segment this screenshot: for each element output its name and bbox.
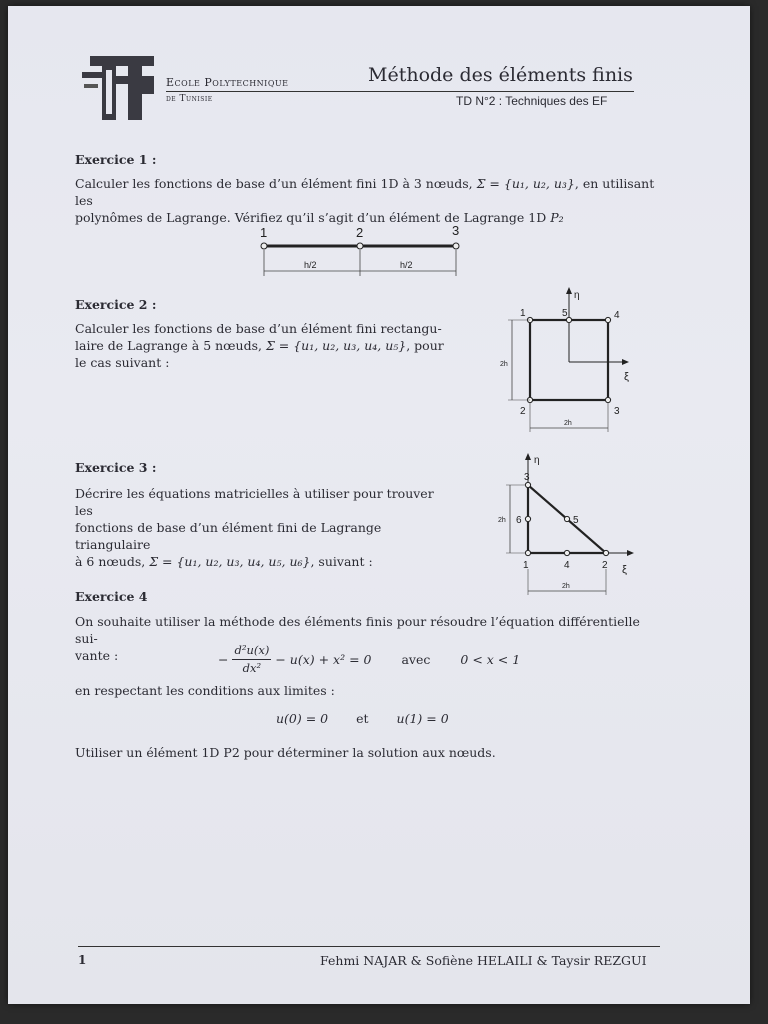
node-label-3: 3 xyxy=(452,223,460,238)
footer-rule xyxy=(78,946,660,947)
node-label-4: 4 xyxy=(564,560,570,571)
exercise-4-line-3: en respectant les conditions aux limites : xyxy=(75,683,335,698)
xi-label: ξ xyxy=(622,564,627,576)
exercise-2-heading: Exercice 2 : xyxy=(75,297,157,312)
node-4 xyxy=(564,550,569,555)
node-3 xyxy=(525,482,530,487)
node-label-3: 3 xyxy=(524,472,530,483)
eq-fraction xyxy=(232,642,271,677)
node-label-5: 5 xyxy=(562,308,568,319)
math-span: Σ = {u₁, u₂, u₃, u₄, u₅} xyxy=(265,338,407,353)
text-span: à 6 nœuds, xyxy=(75,554,150,569)
node-label-1: 1 xyxy=(523,560,529,571)
exercise-3-heading: Exercice 3 : xyxy=(75,460,157,475)
document-page xyxy=(8,6,750,1004)
school-logo xyxy=(80,54,158,122)
node-2 xyxy=(357,243,363,249)
document-subtitle: TD N°2 : Techniques des EF xyxy=(456,94,608,108)
node-label-1: 1 xyxy=(260,225,268,240)
text-span: , pour xyxy=(406,338,444,353)
xi-label: ξ xyxy=(624,371,629,383)
node-6 xyxy=(525,516,530,521)
exercise-2-text xyxy=(75,320,455,371)
node-5 xyxy=(564,516,569,521)
node-3 xyxy=(605,397,610,402)
math-span: Σ = {u₁, u₂, u₃, u₄, u₅, u₆} xyxy=(149,554,311,569)
exercise-4-line-1: On souhaite utiliser la méthode des éléments finis pour résoudre l’équation différentielle sui- xyxy=(75,614,640,646)
dimension-label-vertical: 2h xyxy=(498,517,506,524)
boundary-conditions xyxy=(276,710,449,727)
exercise-2-line-3: le cas suivant : xyxy=(75,355,170,370)
math-span: Σ = {u₁, u₂, u₃} xyxy=(476,176,575,191)
node-label-5: 5 xyxy=(573,515,579,526)
math-span: P₂ xyxy=(550,210,564,225)
node-label-2: 2 xyxy=(602,560,608,571)
eq-minus: − xyxy=(218,652,229,667)
node-label-1: 1 xyxy=(520,308,526,319)
text-span: , suivant : xyxy=(310,554,373,569)
exercise-4-line-4: Utiliser un élément 1D P2 pour déterminer la solution aux nœuds. xyxy=(75,745,496,760)
dimension-label-vertical: 2h xyxy=(500,361,508,368)
exercise-1-text xyxy=(75,175,655,226)
footer-authors: Fehmi NAJAR & Sofiène HELAILI & Taysir REZGUI xyxy=(320,953,647,968)
node-3 xyxy=(453,243,459,249)
node-label-2: 2 xyxy=(520,406,526,417)
text-span: laire de Lagrange à 5 nœuds, xyxy=(75,338,266,353)
eq-denominator: dx² xyxy=(242,661,262,675)
node-4 xyxy=(605,317,610,322)
bc-et: et xyxy=(356,711,369,726)
document-title: Méthode des éléments finis xyxy=(368,64,633,86)
node-1 xyxy=(525,550,530,555)
header-rule xyxy=(166,91,634,92)
eq-domain: 0 < x < 1 xyxy=(460,652,521,667)
exercise-1-figure xyxy=(252,220,468,282)
node-label-2: 2 xyxy=(356,225,364,240)
node-label-6: 6 xyxy=(516,515,522,526)
eq-rest: − u(x) + x² = 0 xyxy=(275,652,372,667)
school-name-line1: Ecole Polytechnique xyxy=(166,76,289,89)
exercise-3-line-3 xyxy=(75,553,455,570)
school-name-line2: de Tunisie xyxy=(166,94,213,104)
page-number: 1 xyxy=(78,953,87,967)
exercise-4-heading: Exercice 4 xyxy=(75,589,148,604)
exercise-3-figure xyxy=(488,449,638,599)
bc-left: u(0) = 0 xyxy=(276,711,329,726)
eta-label: η xyxy=(574,290,580,301)
node-2 xyxy=(603,550,608,555)
text-span: Calculer les fonctions de base d’un élément fini 1D à 3 nœuds, xyxy=(75,176,477,191)
exercise-1-line-1 xyxy=(75,175,655,209)
eq-numerator: d²u(x) xyxy=(232,642,271,660)
eta-label: η xyxy=(534,455,540,466)
bc-right: u(1) = 0 xyxy=(396,711,449,726)
exercise-1-heading: Exercice 1 : xyxy=(75,152,157,167)
dimension-label-2: h/2 xyxy=(400,260,413,270)
node-label-3: 3 xyxy=(614,406,620,417)
exercise-2-line-1: Calculer les fonctions de base d’un élément fini rectangu- xyxy=(75,321,442,336)
dimension-label-horizontal: 2h xyxy=(562,583,570,590)
text-span: polynômes de Lagrange. Vérifiez qu’il s’agit d’un élément de Lagrange 1D xyxy=(75,210,551,225)
exercise-3-line-1: Décrire les équations matricielles à utiliser pour trouver les xyxy=(75,486,434,518)
dimension-label-1: h/2 xyxy=(304,260,317,270)
exercise-3-line-2: fonctions de base d’un élément fini de Lagrange triangulaire xyxy=(75,520,382,552)
differential-equation xyxy=(218,642,520,677)
node-1 xyxy=(261,243,267,249)
dimension-label-horizontal: 2h xyxy=(564,420,572,427)
exercise-2-line-2 xyxy=(75,337,455,354)
exercise-4-line-2: vante : xyxy=(75,648,119,663)
node-label-4: 4 xyxy=(614,310,620,321)
exercise-2-figure xyxy=(488,284,638,434)
eq-avec: avec xyxy=(401,652,431,667)
exercise-3-text xyxy=(75,485,455,570)
text-span: , en utilisant les xyxy=(75,176,655,208)
